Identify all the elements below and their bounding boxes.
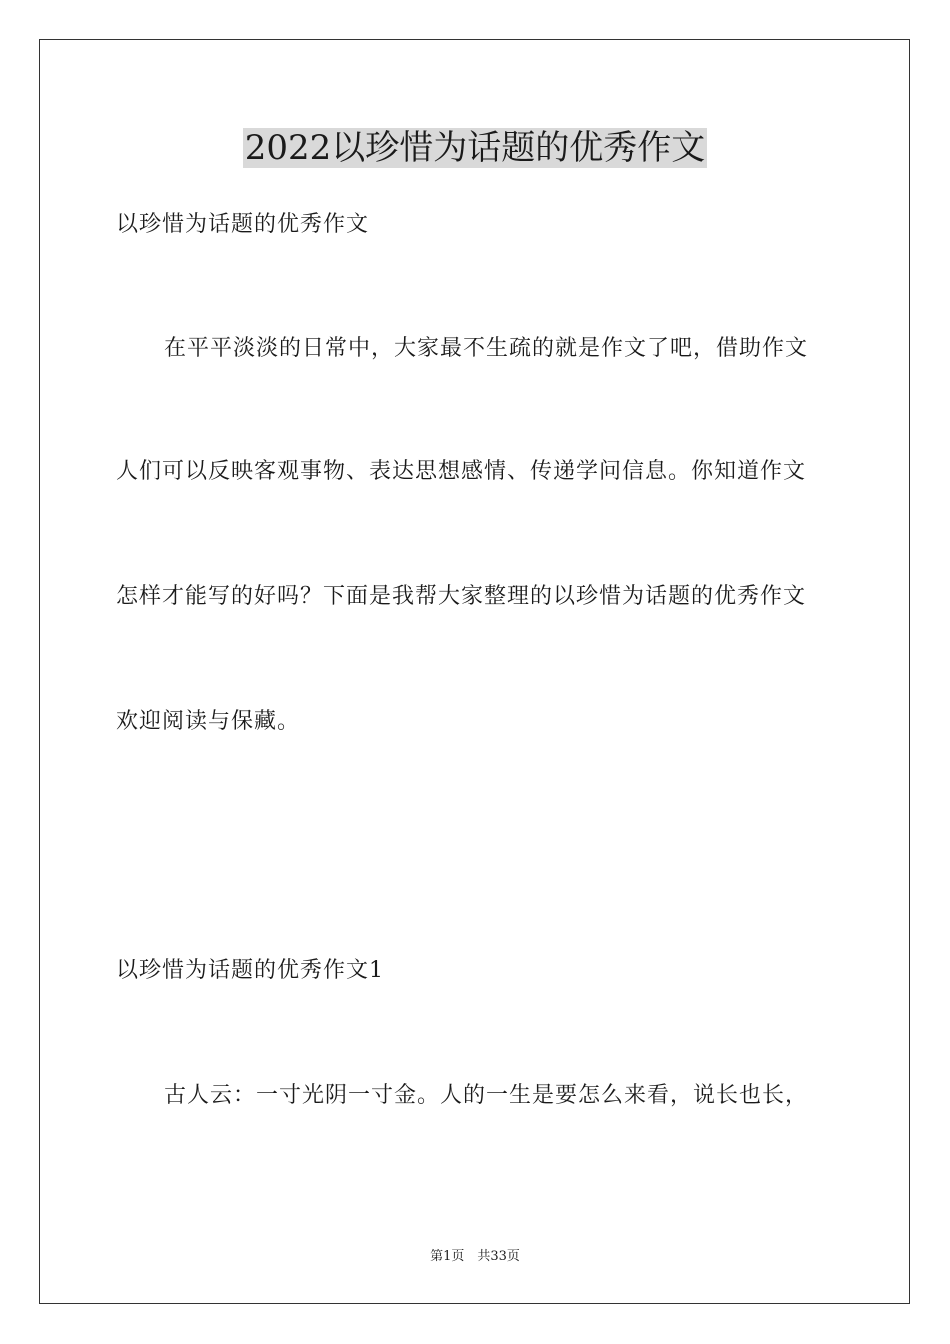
section-heading: 以珍惜为话题的优秀作文1 <box>116 958 384 983</box>
page-number-footer: 第1页 共33页 <box>430 1249 520 1264</box>
paragraph-line: 怎样才能写的好吗？下面是我帮大家整理的以珍惜为话题的优秀作文 <box>116 584 807 609</box>
document-title <box>0 126 950 170</box>
document-title-text: 2022以珍惜为话题的优秀作文 <box>244 128 706 168</box>
paragraph-line: 在平平淡淡的日常中，大家最不生疏的就是作文了吧，借助作文 <box>164 336 809 361</box>
document-subtitle: 以珍惜为话题的优秀作文 <box>116 212 370 237</box>
paragraph-line: 古人云：一寸光阴一寸金。人的一生是要怎么来看，说长也长， <box>164 1083 809 1108</box>
paragraph-line: 人们可以反映客观事物、表达思想感情、传递学问信息。你知道作文 <box>116 459 807 484</box>
paragraph-line: 欢迎阅读与保藏。 <box>116 709 301 734</box>
